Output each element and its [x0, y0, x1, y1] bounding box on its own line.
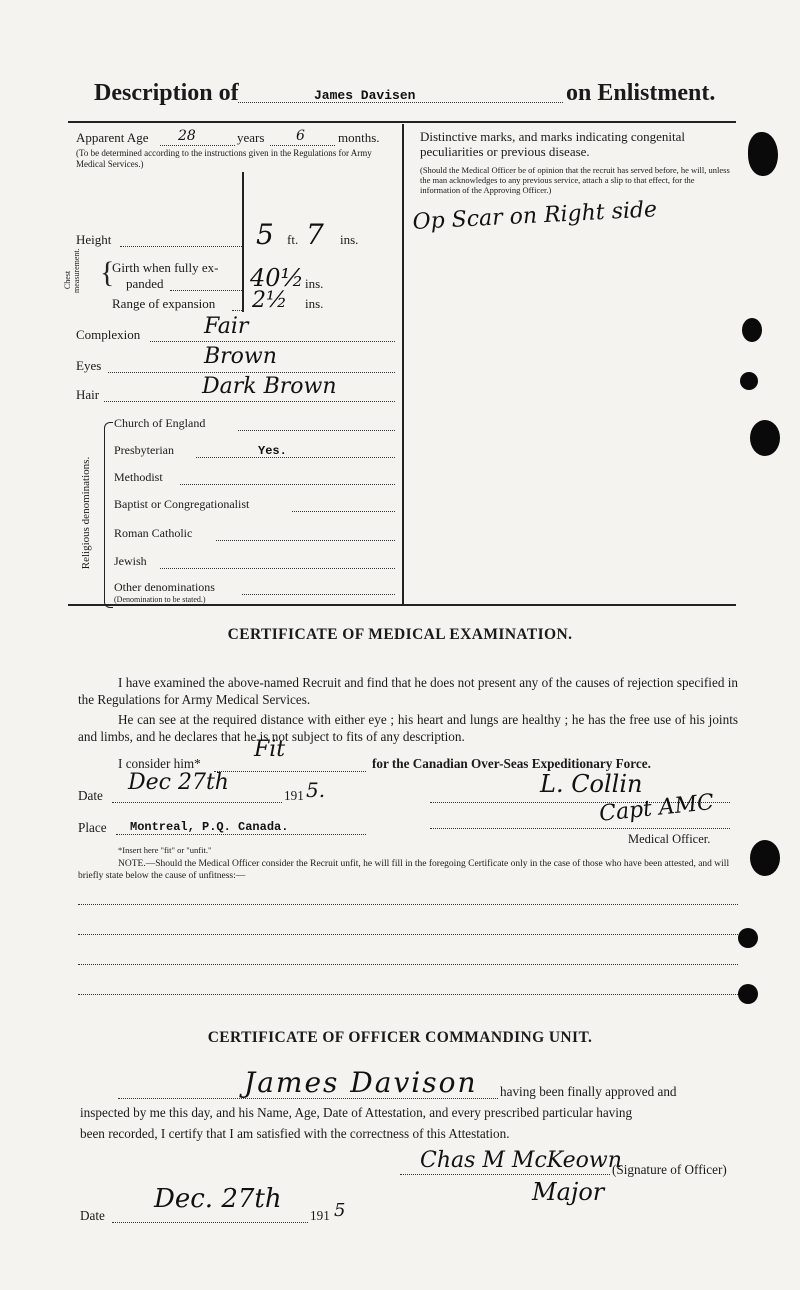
religion-bracket [104, 422, 113, 608]
fit-value: Fit [254, 737, 286, 762]
age-years-line [160, 145, 235, 146]
place-label: Place [78, 820, 107, 835]
distinctive-marks-value: Op Scar on Right side [412, 197, 658, 235]
religion-line-presbyterian [196, 457, 395, 458]
religious-denominations-label: Religious denominations. [80, 456, 92, 570]
measure-column-rule [242, 172, 244, 312]
ft-label: ft. [287, 232, 299, 247]
height-label-line [120, 246, 242, 247]
officer-date-label: Date [80, 1208, 105, 1223]
header-on-enlistment: on Enlistment. [566, 80, 716, 106]
years-label: years [237, 130, 265, 145]
officer-line-3: been recorded, I certify that I am satisfied with the correctness of this Attestation. [80, 1126, 510, 1141]
unfit-note: NOTE.—Should the Medical Officer consider the Recruit unfit, he will fill in the foregoing Certificate only in the case of those who have been attested, and will briefly state below the cause of unfitness:— [78, 859, 730, 881]
unfitness-line-4 [78, 994, 738, 995]
religion-label-other: Other denominations [114, 580, 215, 594]
officer-year-prefix: 191 [310, 1208, 330, 1223]
hair-line [104, 401, 395, 402]
officer-line-1: having been finally approved and [500, 1084, 677, 1099]
punch-hole-1 [748, 132, 778, 176]
header-description-of: Description of [94, 80, 239, 106]
insert-fit-note: *Insert here "fit" or "unfit." [118, 845, 212, 855]
recruit-name: James Davisen [314, 88, 416, 103]
religion-label-church-of-england: Church of England [114, 416, 206, 430]
medical-para-1: I have examined the above-named Recruit and find that he does not present any of the causes of rejection specified in the Regulations for Army Medical Services. [78, 675, 738, 707]
complexion-label: Complexion [76, 327, 141, 342]
officer-signature-line [400, 1174, 610, 1175]
girth-ins-label: ins. [305, 276, 324, 291]
range-label-line [232, 310, 244, 311]
age-months-value: 6 [296, 128, 305, 144]
eyes-line [108, 372, 395, 373]
punch-hole-3 [740, 372, 758, 390]
place-line [116, 834, 366, 835]
unfitness-line-2 [78, 934, 738, 935]
medical-officer-label: Medical Officer. [628, 832, 711, 846]
punch-hole-4 [750, 420, 780, 456]
girth-label-1: Girth when fully ex- [112, 260, 219, 275]
officer-line-2: inspected by me this day, and his Name, Age, Date of Attestation, and every prescribed particular having [80, 1105, 633, 1120]
religion-line-church-of-england [238, 430, 395, 431]
officer-certificate-title: CERTIFICATE OF OFFICER COMMANDING UNIT. [207, 1029, 593, 1046]
religion-value-presbyterian: Yes. [258, 444, 287, 458]
age-years-value: 28 [178, 128, 196, 144]
officer-rank: Major [532, 1178, 605, 1206]
punch-hole-6 [738, 928, 758, 948]
consider-rest: for the Canadian Over-Seas Expeditionary Force. [372, 756, 651, 771]
medical-year-prefix: 191 [284, 788, 304, 803]
medical-date-value: Dec 27th [128, 770, 229, 795]
unfitness-line-1 [78, 904, 738, 905]
officer-date-line [112, 1222, 308, 1223]
medical-para-2: He can see at the required distance with either eye ; his heart and lungs are healthy ; he has the free use of his joints and limbs, and he declares that he is not subject to fits of any description. [78, 712, 738, 744]
medical-year-digit: 5. [306, 778, 326, 802]
officer-name-value: James Davison [244, 1066, 478, 1099]
religion-line-other [242, 594, 395, 595]
religion-line-baptist [292, 511, 395, 512]
religion-line-methodist [180, 484, 395, 485]
height-ft-value: 5 [256, 218, 274, 251]
religion-label-roman-catholic: Roman Catholic [114, 526, 193, 540]
punch-hole-7 [738, 984, 758, 1004]
unfitness-line-3 [78, 964, 738, 965]
range-ins-label: ins. [305, 296, 324, 311]
apparent-age-label: Apparent Age [76, 130, 149, 145]
height-in-value: 7 [306, 218, 324, 251]
eyes-label: Eyes [76, 358, 102, 373]
complexion-line [150, 341, 395, 342]
months-label: months. [338, 130, 380, 145]
punch-hole-2 [742, 318, 762, 342]
girth-label-line [170, 290, 242, 291]
hair-value: Dark Brown [202, 374, 337, 399]
height-label: Height [76, 232, 112, 247]
punch-hole-5 [750, 840, 780, 876]
religion-line-jewish [160, 568, 395, 569]
girth-label-2: panded [126, 276, 164, 291]
signature-of-officer-label: (Signature of Officer) [612, 1162, 727, 1177]
officer-signature: Chas M McKeown [420, 1148, 622, 1173]
ins-label: ins. [340, 232, 359, 247]
medical-date-line [112, 802, 282, 803]
range-label: Range of expansion [112, 296, 216, 311]
officer-date-value: Dec. 27th [154, 1184, 282, 1214]
range-value: 2½ [252, 288, 288, 313]
denomination-note: (Denomination to be stated.) [114, 595, 206, 604]
column-divider [402, 124, 404, 604]
age-note: (To be determined according to the instructions given in the Regulations for Army Medical Services.) [76, 148, 372, 169]
religion-label-methodist: Methodist [114, 470, 163, 484]
hair-label: Hair [76, 387, 100, 402]
medical-signature: L. Collin [540, 770, 643, 798]
top-rule [68, 121, 736, 123]
rank-line [430, 828, 730, 829]
chest-brace: { [100, 256, 115, 289]
distinctive-marks-note: (Should the Medical Officer be of opinion that the recruit has served before, he will, unless the man acknowledges to any previous service, attach a slip to that effect, for the information of the Approving Officer.) [420, 165, 730, 195]
distinctive-marks-label: Distinctive marks, and marks indicating congenital peculiarities or previous disease. [420, 129, 685, 159]
religion-line-roman-catholic [216, 540, 395, 541]
religion-label-baptist: Baptist or Congregationalist [114, 497, 250, 511]
complexion-value: Fair [204, 314, 249, 339]
religion-label-jewish: Jewish [114, 554, 147, 568]
officer-year-digit: 5 [334, 1200, 346, 1221]
fit-line [214, 771, 366, 772]
consider-label: I consider him* [118, 756, 201, 771]
medical-certificate-title: CERTIFICATE OF MEDICAL EXAMINATION. [227, 626, 573, 643]
chest-measurement-label: Chest measurement. [63, 248, 81, 293]
age-months-line [270, 145, 335, 146]
medical-rank: Capt AMC [598, 789, 716, 827]
girth-value: 40½ [250, 264, 304, 292]
eyes-value: Brown [204, 344, 277, 369]
medical-date-label: Date [78, 788, 103, 803]
place-value: Montreal, P.Q. Canada. [130, 820, 289, 834]
religion-label-presbyterian: Presbyterian [114, 443, 174, 457]
